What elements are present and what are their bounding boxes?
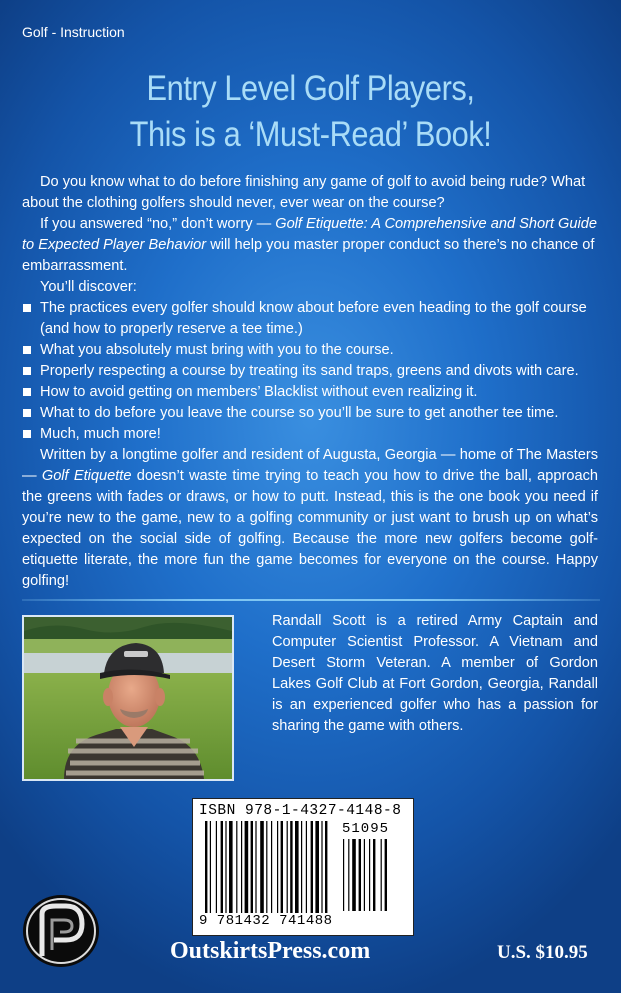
publisher-logo-icon (22, 894, 100, 968)
bullet-text: Much, much more! (40, 426, 161, 442)
author-bio: Randall Scott is a retired Army Captain and Computer Scientist Professor. A Vietnam and Desert Storm Veteran. A member of Gordon Lakes Golf Club at Fort Gordon, Georgia, Randall is an experienced golfer who has a passion for sharing the game with others. (272, 613, 598, 734)
bullet-item (22, 361, 598, 382)
bullet-item (22, 424, 598, 445)
bullet-square-icon (23, 367, 31, 375)
bullet-square-icon (23, 388, 31, 396)
publisher-name: OutskirtsPress.com (170, 938, 371, 964)
closing-start: Written by a longtime golfer and resident of Augusta, Georgia — home of The Masters — (22, 447, 598, 484)
headline (37, 66, 583, 158)
bullet-item (22, 403, 598, 424)
bullet-text: What you absolutely must bring with you to the course. (40, 342, 394, 358)
bullet-square-icon (23, 304, 31, 312)
intro-p2-start: If you answered “no,” don’t worry — (40, 216, 276, 232)
description (22, 172, 598, 592)
divider (22, 599, 600, 601)
bullet-square-icon (23, 430, 31, 438)
barcode-digits: 9 781432 741488 (199, 913, 333, 929)
closing-book-title: Golf Etiquette (41, 468, 132, 484)
price: U.S. $10.95 (497, 942, 588, 963)
isbn-barcode (192, 798, 414, 936)
bullet-text: What to do before you leave the course so you’ll be sure to get another tee time. (40, 405, 559, 421)
discover-label: You’ll discover: (40, 279, 137, 295)
book-title: Golf Etiquette: A Comprehensive and Short Guide to Expected Player Behavior (22, 216, 598, 253)
author-photo (22, 615, 234, 781)
closing-end: doesn’t waste time trying to teach you how to drive the ball, approach the greens with fades or draws, or how to putt. Instead, this is the one book you need if you’re new to the game, new to a golfing community or just want to brush up on what’s expected on the social side of golfing. Because the more new golfers become golf-etiquette literate, the more fun the game becomes for everyone on the course. Happy golfing! (22, 468, 598, 589)
bullet-text: The practices every golfer should know about before even heading to the golf course (and how to properly reserve a tee time.) (40, 300, 587, 337)
bullet-square-icon (23, 409, 31, 417)
bullet-square-icon (23, 346, 31, 354)
intro-p2-end: will help you master proper conduct so there’s no chance of embarrassment. (22, 237, 595, 274)
intro-paragraph-1: Do you know what to do before finishing any game of golf to avoid being rude? What about the clothing golfers should never, ever wear on the course? (22, 174, 586, 211)
bullet-item (22, 382, 598, 403)
category-label: Golf - Instruction (22, 24, 125, 40)
headline-line-1: Entry Level Golf Players, (146, 69, 475, 108)
closing-paragraph (22, 445, 598, 592)
intro-paragraph-2 (22, 214, 598, 277)
bullet-item (22, 298, 598, 340)
isbn-text: ISBN 978-1-4327-4148-8 (199, 803, 402, 819)
bullet-item (22, 340, 598, 361)
headline-line-2: This is a ‘Must-Read’ Book! (129, 115, 492, 154)
bullet-text: How to avoid getting on members’ Blacklist without even realizing it. (40, 384, 478, 400)
bullet-text: Properly respecting a course by treating its sand traps, greens and divots with care. (40, 363, 579, 379)
bullet-list (22, 298, 598, 445)
price-code: 51095 (342, 821, 390, 837)
